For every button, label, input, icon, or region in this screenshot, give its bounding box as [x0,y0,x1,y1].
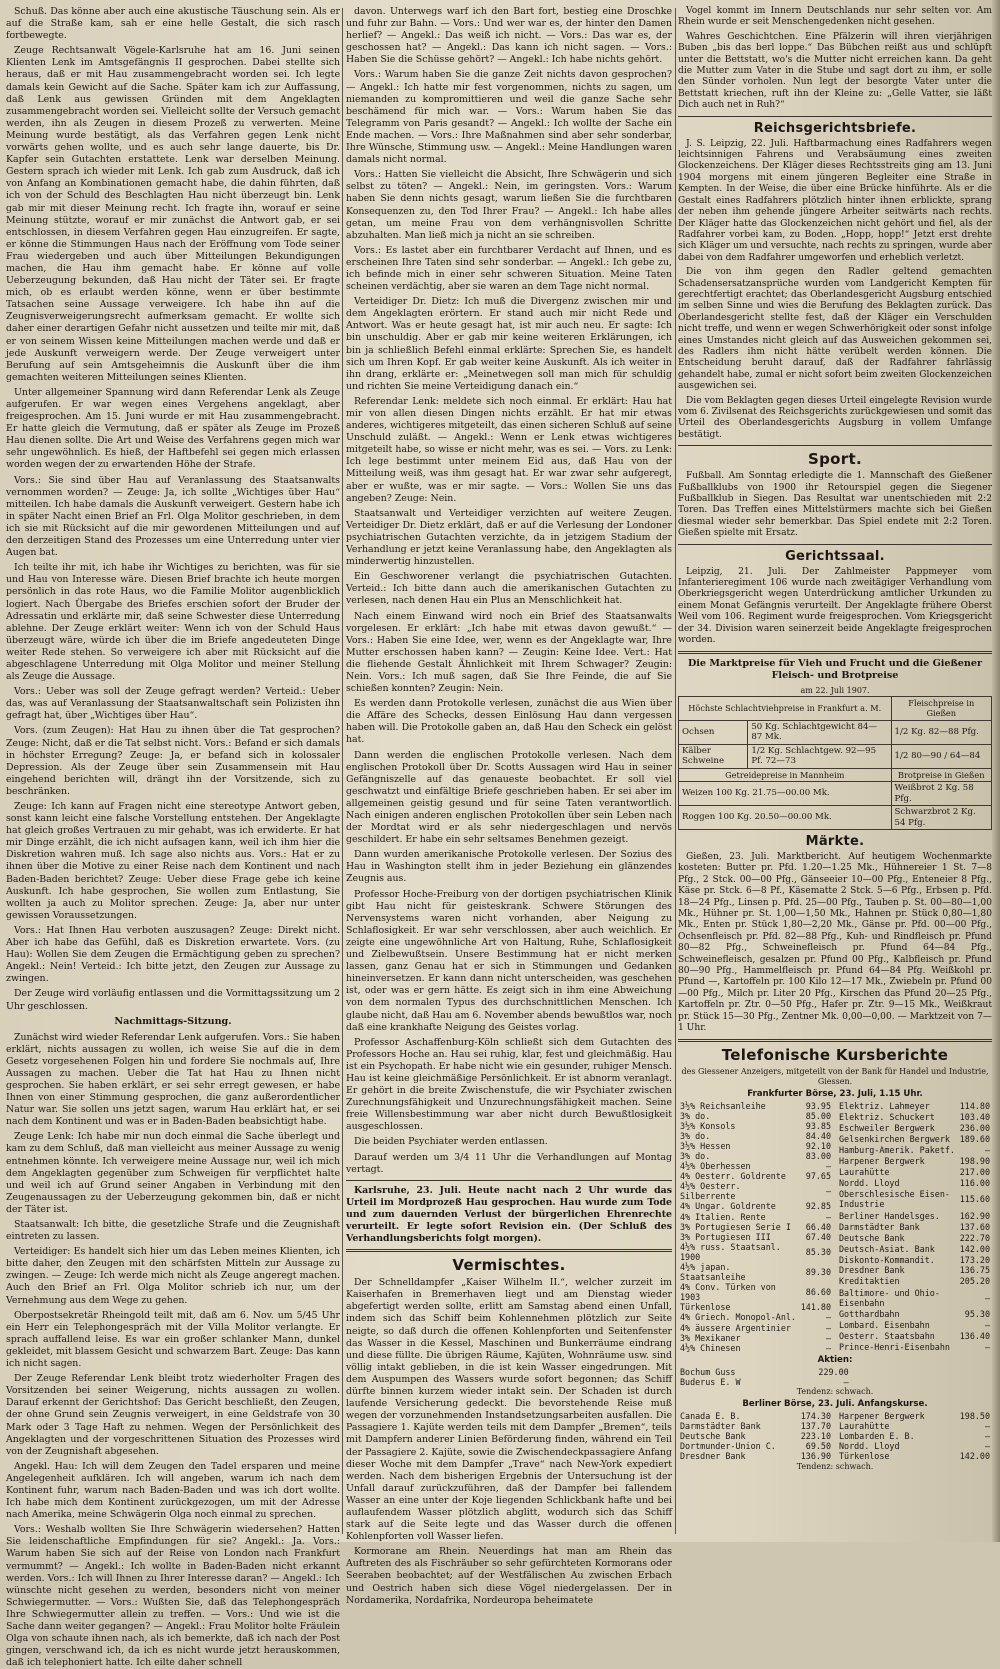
quote-row [678,1431,833,1441]
market-price-table [678,696,992,831]
quote-value: 84.40 [805,1130,831,1141]
paragraph: Der Schnelldampfer „Kaiser Wilhelm II.“, welcher zurzeit im Kaiserhafen in Bremerhaven liegt und am Dienstag wieder abgefertigt werden sollte, erlitt am Samstag abend einen Unfall, indem sich das Schiff beim Kohlennehmen plötzlich zur Seite neigte, so daß durch die offenen Kohlenpforten und Seitenfenster das Wasser in die Kessel, Maschinen und Bunkerräume eindrang und diese füllte. Die übrigen Räume, Kajüten, Wohnräume usw. sind völlig intakt geblieben, in die ist kein Wasser eingedrungen. Mit dem Auspumpen des Wassers wurde sofort begonnen; das Schiff dürfte binnen kurzem wieder intakt sein. Der Schaden ist durch laufende Versicherung gedeckt. Die bevorstehende Reise muß wegen der vorzunehmenden Instandsetzungsarbeiten ausfallen. Die Passagiere 1. Kajüte werden teils mit dem Dampfer „Bremen“, teils mit Dampfern anderer Linien Beförderung finden, während ein Teil der Passagiere 2. Kajüte, sowie die Zwischendeckpassagiere Anfang dieser Woche mit dem Dampfer „Trave“ nach New-York expediert werden. Nach dem bisherigen Ergebnis der Untersuchung ist der Unfall darauf zurückzuführen, daß der Dampfer bei fallendem Wasser an eine unter der Koje liegenden Schlickbank hafte und bei auflaufendem Wasser plötzlich abglitt, wodurch sich das Schiff stark auf die Seite legte und das Wasser durch die offenen Kohlenpforten voll Wasser liefen. [346,1277,672,1543]
paragraph: Vors. (zum Zeugen): Hat Hau zu ihnen über die Tat gesprochen? Zeuge: Nicht, daß er die Tat selbst nicht. Vors.: Befand er sich damals in höchster Erregung? Zeuge: Ja, er befand sich in kolossaler Depression. Als der Zeuge über sein Zusammensein mit Hau eingehend berichten will, drängt ihn der Vorsitzende, sich zu beschränken. [6,725,340,797]
quote-row [678,1441,833,1451]
quote-value: 173.20 [959,1254,990,1265]
paragraph: davon. Unterwegs warf ich den Bart fort, bestieg eine Droschke und fuhr zur Bahn. — Vors.: Und wer war es, der hinter den Damen herlief? — Angekl.: Das weiß ich nicht. — Vors.: Das war es, der geschossen hat? — Angekl.: Das kann ich nicht sagen. — Vors.: Haben Sie die Schüsse gehört? — Angekl.: Ich habe nichts gehört. [346,6,672,66]
quote-name: 4½% Oberhessen [680,1161,751,1172]
quote-row [837,1421,992,1431]
quote-row [678,1201,833,1211]
quote-name: Baltimore- und Ohio-Eisenbahn [839,1287,940,1308]
quote-row [837,1210,992,1221]
quote-row [678,1343,833,1353]
quote-row [837,1188,992,1210]
frankfurt-heading: Frankfurter Börse, 23. Juli, 1.15 Uhr. [747,1088,923,1099]
quote-value: 223.10 [800,1431,831,1442]
paragraph: Vogel kommt im Innern Deutschlands nur sehr selten vor. Am Rhein wurde er seit Menschengedenken nicht gesehen. [678,6,992,28]
quote-name: Bochum Guss [680,1366,736,1377]
quote-value: 83.00 [805,1150,831,1161]
quote-row [837,1331,992,1342]
quote-name: 4% äussere Argentinier [680,1322,791,1333]
quote-name: 3½% Konsols [680,1120,736,1131]
quote-row [678,1131,833,1141]
table-header: Höchste Schlachtviehpreise in Frankfurt a. M. [679,696,892,720]
quote-value: 92.10 [805,1140,831,1151]
quote-row [678,1111,833,1121]
quote-name: 4½% Chinesen [680,1342,741,1353]
quote-name: Lombarden E. B. [839,1431,915,1442]
quote-name: Lombard. Eisenbahn [839,1320,930,1331]
table-cell: 1/2 Kg. 82—88 Pfg. [891,720,991,744]
quote-row [678,1421,833,1431]
quote-value: 103.40 [959,1111,990,1122]
quote-row [678,1411,833,1421]
paragraph: Schuß. Das könne aber auch eine akustische Täuschung sein. Als er auf die Straße kam, sah er eine helle Gestalt, die sich rasch fortbewegte. [6,6,340,42]
paragraph: Dann wurden amerikanische Protokolle verlesen. Der Sozius des Hau in Washington stellt ihm in jeder Beziehung ein glänzendes Zeugnis aus. [346,849,672,885]
quote-value: 86.60 [805,1287,831,1298]
quote-value: — [825,1161,831,1172]
table-cell: Ochsen [679,720,748,744]
quote-value: 85.30 [805,1246,831,1257]
aktien-heading: Aktien: [817,1354,853,1365]
paragraph: Staatsanwalt: Ich bitte, die gesetzliche Strafe und die Zeugnishaft eintreten zu lassen. [6,1219,340,1243]
quote-value: 114.80 [959,1100,990,1111]
quote-row [837,1265,992,1276]
tendency-note: Tendenz: schwach. [796,1461,874,1471]
berlin-table-left [678,1411,833,1461]
section-heading-gerichtssaal: Gerichtssaal. [785,548,885,564]
quote-row [837,1342,992,1353]
quote-value: 142.00 [959,1451,990,1462]
paragraph: Verteidiger Dr. Dietz: Ich muß die Divergenz zwischen mir und dem Angeklagten erörtern. Er stand auch mir nicht Rede und Antwort. Was er heute gesagt hat, ist mir auch neu. Er sagte: Ich bin unschuldig. Aber er gab mir keine weiteren Erklärungen, ich bin ja schließlich Befehl einmal erklärte: Sprechen Sie, es handelt sich um Ihren Kopf. Er gab weiter keine Auskunft. Als ich weiter in ihn drang, erklärte er: „Meinetwegen soll man mich für schuldig und richten Sie meine Verteidigung danach ein.“ [346,296,672,392]
quote-row [837,1431,992,1441]
quote-value: 97.65 [805,1171,831,1182]
paragraph: Zeuge: Ich kann auf Fragen nicht eine stereotype Antwort geben, sonst kann leicht eine falsche Vorstellung entstehen. Der Angeklagte hat gleich großes Vertrauen zu mir gehabt, was ich erwiderte. Er hat mir Dinge erzählt, die ich nicht aufsagen kann, weil ich ihm hier die Diskretion wahren muß. Ich sage also nichts aus. Vors.: Hat er zu ihnen über die Motive zu einer Reise nach dem Kontinent und nach Baden-Baden berichtet? Zeuge: Ueber diese Frage gebe ich keine Auskunft. Ich habe gesprochen, Sie wollen zum Entlastung, Sie wollten ja auch zu Molitor sprechen. Zeuge: Ja, aber nur unter gewissen Voraussetzungen. [6,801,340,921]
divider [346,1180,672,1181]
quote-name: Gotthardbahn [839,1309,900,1320]
section-heading-reichsgericht: Reichsgerichtsbriefe. [753,120,917,136]
quote-name: 4% Griech. Monopol-Anl. [680,1312,796,1323]
paragraph: Zeuge Rechtsanwalt Vögele-Karlsruhe hat am 16. Juni seinen Klienten Lenk im Amtsgefängnis II gesprochen. Dabei stellte sich heraus, daß er mit Hau zusammengebracht worden sei. Ich legte damals kein Gewicht auf die Sache. Später kam ich zur Auffassung, daß Lenk aus gewissen Gründen mit dem Angeklagten zusammengebracht worden sei. Vielleicht sollte der Versuch gemacht werden, ihn als Zeugen in diesem Prozeß zu verwerten. Meine Meinung wurde bestätigt, als das Verfahren gegen Lenk nicht vorwärts gehen wollte, und es auch sehr lange dauerte, bis Dr. Kapfer sein Gutachten erstattete. Lenk war derselben Meinung. Gestern sprach ich wieder mit Lenk. Ich gab zum Ausdruck, daß ich von Anfang an Kombinationen gemacht habe, die dahin führten, daß ich von der Schuld des Beschlagten Hau nicht überzeugt bin. Lenk gab mir mit dieser Meinung recht. Ich fragte ihn, worauf er seine Meinung stützte, worauf er mir zunächst die Antwort gab, er sei entschlossen, in diesem Verfahren gegen Hau einzugreifen. Er sagte, er könne die Stimmungen Haus nach der Eröffnung vom Tode seiner Frau wiedergeben und auch über Mitteilungen Bekundigungen machen, die Hau ihm gemacht habe. Er könne auf volle Ueberzeugung bekunden, daß Hau nicht der Täter sei. Er fragte mich, ob es erlaubt werden könne, wenn er über bestimmte Tatsachen seine Aussage verweigere. Ich habe ihn auf die Zeugnisverweigerungsrecht aufmerksam gemacht. Er wollte sich daher einer derartigen Gefahr nicht aussetzen und teilte mir mit, daß er von seinem Wissen keine Mitteilungen machen werde und daß er jede Auskunft verweigern werde. Der Zeuge verweigert unter Berufung auf sein Amtsgeheimnis die Auskunft über die ihm gemachten weiteren Mitteilungen seines Klienten. [6,45,340,383]
quote-name: Türkenlose [680,1302,731,1313]
quote-name: Harpener Bergwerk [839,1411,925,1422]
paragraph: Gießen, 23. Juli. Marktbericht. Auf heutigem Wochenmarkte kosteten: Butter pr. Pfd. 1.20—1.25 Mk., Hühnereier 1 St. 7—8 Pfg., 2 Stck. 00—00 Pfg., Gänseeier 10—00 Pfg., Enteneier 8 Pfg., Käse pr. Stck. 6—8 Pf., Käsematte 2 Stck. 5—6 Pfg., Erbsen p. Pfd. 18—24 Pfg., Linsen p. Pfd. 25—00 Pfg., Tauben p. St. 00—80—1,00 Mk., Hühner pr. St. 1,00—1,50 Mk., Hahnen pr. Stück 0,80—1,80 Mk., Enten pr. Stück 1,80—2,20 Mk., Gänse pr. Pfd. 00—00 Pfg., Ochsenfleisch pr. Pfd. 82—88 Pfg., Kuh- und Rindfleisch pr. Pfund 80—82 Pfg., Schweinefleisch pr. Pfund 64—84 Pfg., Schweinefleisch, gesalzen pr. Pfund 00 Pfg., Kalbfleisch pr. Pfund 80—90 Pfg., Hammelfleisch pr. Pfund 64—84 Pfg. Weißkohl pr. Pfund —, Kartoffeln pr. 100 Kilo 12—17 Mk., Zwiebeln pr. Pfund 00—00 Pfg., Milch pr. Liter 20 Pfg., Kirschen das Pfund 20—25 Pfg., Kartoffeln pr. Ztr. 0—50 Pfg., Hafer pr. Ztr. 9—15 Mk., Weißkraut pr. Stück 15—30 Pfg., Zentner Mk. 0,00—0,00. — Marktzeit von 7—1 Uhr. [678,852,992,1034]
quote-value: 93.85 [805,1120,831,1131]
divider [678,1039,992,1042]
quote-value: — [825,1312,831,1323]
quote-value: 217.00 [959,1166,990,1177]
quote-name: Darmstädter Bank [680,1421,761,1432]
table-row [679,782,992,806]
quote-row [678,1141,833,1151]
quote-name: Canada E. B. [680,1411,741,1422]
quote-row [678,1121,833,1131]
quote-name: Hamburg-Amerik. Paketf. [839,1144,955,1155]
quote-name: Eschweiler Bergwerk [839,1122,935,1133]
quote-name: Laurahütte [839,1166,890,1177]
paragraph: Der Zeuge Referendar Lenk bleibt trotz wiederholter Fragen des Vorsitzenden bei seiner Weigerung, nichts aussagen zu wollen. Darauf erkennt der Gerichtshof: Das Gericht beschließt, den Zeugen, der ohne Grund sein Zeugnis verweigert, in eine Geldstrafe von 30 Mark oder 3 Tage Haft zu nehmen. Wegen der Persönlichkeit des Angeklagten und der vorgeschrittenen Situation des Prozesses wird von der Zeugnishaft abgesehen. [6,1373,340,1457]
column-1 [6,6,340,1669]
quote-value: — [984,1431,990,1442]
quote-name: 3% do. [680,1110,711,1121]
quote-row [837,1309,992,1320]
table-row [679,806,992,830]
quote-row [837,1133,992,1144]
paragraph: Die vom Beklagten gegen dieses Urteil eingelegte Revision wurde vom 6. Zivilsenat des Reichsgerichts zurückgewiesen und somit das Urteil des Oberlandesgerichts Augsburg in vollem Umfange bestätigt. [678,395,992,440]
section-subheading: Nachmittags-Sitzung. [114,1015,232,1027]
paragraph: Staatsanwalt und Verteidiger verzichten auf weitere Zeugen. Verteidiger Dr. Dietz erklärt, daß er auf die Verlesung der Londoner psychiatrischen Gutachten verzichte, da in jetzigem Stadium der Verhandlung er jetzt keine Veranlassung habe, den Angeklagten als minderwertig hinzustellen. [346,507,672,568]
paragraph: Vors.: Ueber was soll der Zeuge gefragt werden? Verteid.: Ueber das, was auf Veranlassung der Staatsanwaltschaft sein Polizisten ihn gefragt hat, über „Wichtiges über Hau“. [6,686,340,722]
quote-value: — [825,1211,831,1222]
quote-name: Elektriz. Lahmeyer [839,1100,930,1111]
news-bulletin: Karlsruhe, 23. Juli. Heute nacht nach 2 Uhr wurde das Urteil im Mordprozeß Hau gesprochen. Hau wurde zum Tode und zum dauernden Verlust der bürgerlichen Ehrenrechte verurteilt. Er legte sofort Revision ein. (Der Schluß des Verhandlungsberichts folgt morgen). [346,1184,672,1245]
quote-value: 67.40 [805,1231,831,1242]
quote-value: 92.85 [805,1201,831,1212]
divider [678,445,992,446]
quote-row [678,1101,833,1111]
paragraph: Oberpostsekretär Rheingold teilt mit, daß am 6. Nov. um 5/45 Uhr ein Herr ein Telephongespräch mit der Villa Molitor verlangte. Er sprach auffallend leise. Es war ein großer schlanker Mann, dunkel gekleidet, mit blassem Gesicht und schwarzem Bart. Zeuge: Das kann ich nicht sagen. [6,1309,340,1370]
quotes-table-left [678,1101,833,1353]
quote-name: Dresdner Bank [680,1451,746,1462]
quote-name: Darmstädter Bank [839,1221,920,1232]
paragraph: Professor Aschaffenburg-Köln schließt sich dem Gutachten des Professors Hoche an. Hau sei ruhig, klar, fest und gleichmäßig. Hau ist ein Psychopath. Er habe nicht wie ein gesunder, ruhiger Mensch. Hau ist keine gleichmäßige Persönlichkeit. Er ist abnorm veranlagt. Er gehört in die breite Zwischenstufe, die wir Psychiater zwischen Zurechnungsfähigkeit und Unzurechnungsfähigkeit machen. Seine freie Willensbestimmung war aber nicht durch Bewußtlosigkeit ausgeschlossen. [346,1036,672,1133]
quote-value: — [984,1421,990,1432]
quote-value: 93.95 [805,1100,831,1111]
quote-row [678,1151,833,1161]
quote-value: 116.00 [959,1177,990,1188]
quote-row [837,1320,992,1331]
paragraph: Ein Geschworener verlangt die psychiatrischen Gutachten. Verteid.: Ich bitte dann auch die amerikanischen Gutachten zu verlesen, nach denen Hau ein Plus an Menschlichkeit hat. [346,571,672,607]
quote-name: Nordd. Lloyd [839,1177,900,1188]
paragraph: Unter allgemeiner Spannung wird dann Referendar Lenk als Zeuge aufgerufen. Er war wegen eines Vergehens angeklagt, aber freigesprochen. Am 15. Juni wurde er mit Hau zusammengebracht. Er hatte gleich die Vermutung, daß er später als Zeuge im Prozeß Hau dienen sollte. Die Art und Weise des Verfahrens gegen mich war sehr ungewöhnlich. Es hieß, der Haftbefehl sei gegen mich erlassen worden wegen der zu erwartenden Höhe der Strafe. [6,386,340,471]
berlin-table-right [837,1411,992,1461]
paragraph: Ich teilte ihr mit, ich habe ihr Wichtiges zu berichten, was für sie und Hau von Interesse wäre. Diesen Brief brachte ich heute morgen persönlich in das rote Haus, wo die Familie Molitor augenblicklich logiert. Nach Übergabe des Briefes erschien sofort der Bruder der Adressatin und erklärte mir, daß seine Schwester diese Unterredung ablehne. Der Zeuge erklärt weiter: Wenn ich von der Schuld Haus überzeugt wäre, würde ich über die im Briefe angedeuteten Dinge weiter Rede stehen. So verweigere ich aber mit Rücksicht auf die abgeschlagene Unterredung mit Olga Molitor und meiner Stellung als Zeuge die Aussage. [6,562,340,683]
quote-row [837,1451,992,1461]
paragraph: Darauf werden um 3/4 11 Uhr die Verhandlungen auf Montag vertagt. [346,1151,672,1175]
quote-value: 222.70 [959,1232,990,1243]
quote-row [678,1262,833,1282]
column-3 [678,6,992,1536]
quote-row [837,1155,992,1166]
quote-name: 3% do. [680,1130,711,1141]
quote-name: Deutsch-Asiat. Bank [839,1243,935,1254]
quote-value: 136.75 [959,1265,990,1276]
quote-value: 229.00 [818,1366,849,1377]
table-row [679,696,992,720]
column-2 [346,6,672,1606]
quote-name: 4½% Oesterr. Silberrente [680,1181,741,1202]
quote-row [678,1367,851,1377]
table-cell: 1/2 Kg. Schlachtgew. 92—95 Pf. 72—73 [748,744,891,768]
quote-value: 198.90 [959,1155,990,1166]
paragraph: Verteidiger: Es handelt sich hier um das Leben meines Klienten, ich bitte daher, den Zeugen mit den schärfsten Mitteln zur Aussage zu zwingen. — Zeuge: Ich werde mich nicht als Zeuge angeregt machen. Auch den Brief an Frl. Olga Molitor schrieb ich nur, um der Vernehmung aus dem Wege zu gehen. [6,1246,340,1306]
quote-value: — [825,1322,831,1333]
quote-name: 4½% russ. Staatsanl. 1900 [680,1241,781,1262]
quote-name: 3½% Reichsanleihe [680,1100,766,1111]
quote-name: 3½% Hessen [680,1140,731,1151]
divider [678,116,992,117]
quote-value: 95.30 [964,1309,990,1320]
table-cell: Roggen 100 Kg. 20.50—00.00 Mk. [679,806,892,830]
column-rule [342,8,343,1534]
divider [346,1249,672,1252]
quote-row [837,1111,992,1122]
quote-value: 136.40 [959,1331,990,1342]
quote-row [678,1222,833,1232]
quote-row [837,1144,992,1155]
quote-value: — [984,1441,990,1452]
quote-value: — [984,1342,990,1353]
paragraph: Wahres Geschichtchen. Eine Pfälzerin will ihren vierjährigen Buben „bis das berl loppe.“ Das Bübchen reißt aus und schlüpft unter die Bettstatt, wo's die Mutter nicht erreichen kann. Da geht die Mutter zum Vater in die Stube und sagt dort zu ihm, er solle den Sünder vorholen. Nun legt der besorgte Vater unter die Bettstatt kriechen, ruft ihn der Kleine zu: „Gelle Vatter, sie läßt Dich auch net in Ruh?“ [678,31,992,111]
quote-name: 4% Conv. Türken von 1903 [680,1282,776,1303]
quote-name: Kreditaktien [839,1276,900,1287]
quote-value: 89.30 [805,1267,831,1278]
section-heading-maerkte: Märkte. [805,834,865,849]
quote-name: Elektriz. Schuckert [839,1111,935,1122]
quote-name: 3% Mexikaner [680,1332,741,1343]
table-cell: 50 Kg. Schlachtgewicht 84—87 Mk. [748,720,891,744]
section-heading-kursberichte: Telefonische Kursberichte [721,1045,949,1064]
tendency-note: Tendenz: schwach. [796,1387,874,1397]
column-rule [675,8,676,1534]
quote-row [678,1302,833,1312]
section-heading-vermischtes: Vermischtes. [452,1256,566,1275]
quote-row [837,1166,992,1177]
quote-row [678,1232,833,1242]
paragraph: Die beiden Psychiater werden entlassen. [354,1136,548,1148]
quote-value: — [825,1332,831,1343]
quote-row [678,1171,833,1181]
table-cell: Weizen 100 Kg. 21.75—00.00 Mk. [679,782,892,806]
quote-name: Harpener Bergwerk [839,1155,925,1166]
paragraph: Angekl. Hau: Ich will dem Zeugen den Tadel ersparen und meine Angelegenheit aufklären. Ich will angeben, warum ich nach dem Kontinent fuhr, warum nach Baden-Baden und was ich dort wollte. Ich habe mich dem Kontinent zurückgezogen, um mit der Adresse nach Amerika, meine Schwägerin Olga noch einmal zu sprechen. [6,1460,340,1521]
table-header: Getreidepreise in Mannheim [679,768,892,782]
paragraph: J. S. Leipzig, 22. Juli. Haftbarmachung eines Radfahrers wegen leichtsinnigen Fahrens und Verabsäumung eines zweiten Glockenzeichens. Der Kläger dieses Rechtsstreits ging am 13. Juni 1904 morgens mit einem jüngeren Begleiter eine Straße in Kempten. In der Weise, die über eine Brücke hinführte. Als er die Gestalt eines Radfahrers plötzlich hinter ihnen erblickte, sprang der neben ihm gehende jüngere Arbeiter seitwärts nach rechts. Der Kläger hatte das Glockenzeichen nicht gehört und fiel, als der Radfahrer vorbei kam, zu Boden. „Hopp, hopp!“ Jetzt erst drehte sich Kläger um und versuchte, nach rechts zu springen, wurde aber dabei von dem Radfahrer umgeworfen und erheblich verletzt. [678,138,992,263]
paragraph: Vors.: Warum haben Sie die ganze Zeit nichts davon gesprochen? — Angekl.: Ich hatte mir fest vorgenommen, nichts zu sagen, um niemanden zu kompromittieren und weil die ganze Sache sehr beschämend für mich war. — Vors.: Warum haben Sie das Telegramm von Paris gesandt? — Angekl.: Ich wollte der Sache ein Ende machen. — Vors.: Ihre Maßnahmen sind aber sehr sonderbar, Ihre Wünsche, Stimmung usw. — Angekl.: Meine Handlungen waren damals nicht normal. [346,69,672,166]
quote-value: 136.90 [800,1451,831,1462]
quote-row [678,1451,833,1461]
paragraph: Nach einem Einwand wird noch ein Brief des Staatsanwalts vorgelesen. Er erklärt: „Ich habe mit etwas davon gewußt.“ — Vors.: Haben Sie eine Idee, wer, wenn es der Angeklagte war, Ihre Mutter erschossen haben kann? — Zeugin: Keine Idee. Vert.: Hat die fliehende Gestalt Ähnlichkeit mit Ihrem Schwager? Zeugin: Nein. Vors.: Ich muß sagen, daß Sie Ihre Feinde, die auf Sie schießen konnten? Zeugin: Nein. [346,610,672,695]
table-row [679,768,992,782]
berlin-quotes [678,1411,992,1461]
paragraph: Referendar Lenk: meldete sich noch einmal. Er erklärt: Hau hat mir von allen diesen Dingen nichts erzählt. Er hat mir etwas anderes, wichtigeres mitgeteilt, das einen sicheren Schluß auf seine Unschuld zuläßt. — Angekl.: Wenn er Lenk etwas wichtigeres mitgeteilt habe, so wisse er nicht mehr, was es sei. — Vors. zu Lenk: Ich lege bestimmt unter meinem Eid aus, daß Hau von der Mitteilung weiß, was ihm gesagt hat. Er war zwar sehr aufgeregt, aber er wußte, was er mir sagte. — Vors.: Wollen Sie uns das angeben? Zeuge: Nein. [346,395,672,504]
kursberichte-subtitle: des Giessener Anzeigers, mitgeteilt von der Bank für Handel und Industrie, Giessen. [681,1066,989,1086]
quote-row [678,1377,851,1387]
quote-name: Diskonto-Kommandit. [839,1254,935,1265]
quote-row [837,1177,992,1188]
market-table-date: am 22. Juli 1907. [800,685,870,695]
quote-value: 189.60 [959,1133,990,1144]
quote-name: 3% Portugiesen Serie I [680,1221,791,1232]
quote-value: 66.40 [805,1221,831,1232]
quote-name: 3% Portugiesen III [680,1231,771,1242]
quote-value: — [825,1186,831,1197]
table-row [679,744,992,768]
paragraph: Vors.: Sie sind über Hau auf Veranlassung des Staatsanwalts vernommen worden? — Zeuge: Ja, ich sollte „Wichtiges über Hau“ mitteilen. Ich habe damals die Auskunft verweigert. Gestern habe ich in später Nacht einen Brief an Frl. Olga Molitor geschrieben, in dem ich sie mit Rücksicht auf die mir gewordenen Mitteilungen und auf den derzeitigen Stand des Prozesses um eine Unterredung unter vier Augen bat. [6,474,340,559]
paragraph: Vors.: Hatten Sie vielleicht die Absicht, Ihre Schwägerin und sich selbst zu töten? — Angekl.: Nein, im geringsten. Vors.: Warum haben Sie denn nichts gesagt, warum ließen Sie die furchtbaren Konsequenzen zu, den Tod Ihrer Frau? — Angekl.: Ich habe alles getan, um meine Frau von dem verhängnisvollen Schritte abzuhalten. Man ließ mich ja nicht an sie schreiben. [346,169,672,241]
quote-row [837,1276,992,1287]
quote-row [678,1312,833,1322]
quote-name: Nordd. Lloyd [839,1441,900,1452]
quote-name: Türkenlose [839,1451,890,1462]
paragraph: Kormorane am Rhein. Neuerdings hat man am Rhein das Auftreten des als Fischräuber so sehr gefürchteten Kormorans oder Seeraben beobachtet; auf der Westfälischen Au zwischen Erbach und Oestrich haben sich diese Vögel niedergelassen. Der in Nordamerika, Nordafrika, Nordeuropa beheimatete [346,1546,672,1606]
quote-row [837,1254,992,1265]
paragraph: Vors.: Hat Ihnen Hau verboten auszusagen? Zeuge: Direkt nicht. Aber ich habe das Gefühl, daß es Diskretion erwartete. Vors. (zu Hau): Wollen Sie dem Zeugen die Ermächtigung geben zu sprechen? Angekl.: Nein! Verteid.: Ich bitte jetzt, den Zeugen zur Aussage zu zwingen. [6,924,340,985]
quote-value: 141.80 [800,1302,831,1313]
quote-name: Dresdner Bank [839,1265,905,1276]
paragraph: Professor Hoche-Freiburg von der dortigen psychiatrischen Klinik gibt Hau nicht für geisteskrank. Schwere Störungen des Nervensystems waren nicht vorhanden, aber Neigung zu Schlaflosigkeit. Er war sehr verschlossen, aber auch weichlich. Er zeigte eine ungewöhnliche Art von Haltung, Ruhe, Schlaflosigkeit und Zielbewußtsein. Unsere Bestimmung hat er nicht merken lassen, ganz Genau hat er sich in Stimmungen und Gedanken hineinversetzen. Er kann dann nicht unterscheiden, was geschehen ist, oder was er gern hätte. Es zeigt sich in ihm eine Abweichung von dem normalen Typus des durchschnittlichen Menschen. Ich glaube nicht, daß Hau am 6. November abends bewußtlos war, noch daß eine krankhafte Neigung des Geistes vorlag. [346,888,672,1033]
paragraph: Dann werden die englischen Protokolle verlesen. Nach dem englischen Protokoll über Dr. Scotts Aussagen wird Hau in seiner Gefängniszelle auf das genaueste beobachtet. Er soll viel geschwatzt und einfältige Briefe geschrieben haben. Er sei aber im allgemeinen geistig gesund und für seine Taten verantwortlich. Nach einigen anderen englischen Protokollen über sein Leben nach der Mordtat wird er als sehr niedergeschlagen und nervös geschildert. Er habe ein sehr seltsames Benehmen gezeigt. [346,749,672,846]
quote-value: 115.60 [959,1194,990,1205]
table-cell: Schwarzbrot 2 Kg. 54 Pfg. [891,806,991,830]
quote-name: 4% Ungar. Goldrente [680,1201,776,1212]
quote-value: 162.90 [959,1210,990,1221]
quote-name: Oesterr. Staatsbahn [839,1331,935,1342]
table-header: Fleischpreise in Gießen [891,696,991,720]
quote-name: 4½% japan. Staatsanleihe [680,1262,746,1283]
frankfurt-quotes [678,1101,992,1353]
quote-row [678,1161,833,1171]
quotes-table-right [837,1101,992,1353]
quote-name: 4% Italien. Rente [680,1211,766,1222]
quote-name: Deutsche Bank [680,1431,746,1442]
quote-value: — [843,1376,849,1387]
quote-value: 205.20 [959,1276,990,1287]
quote-value: 85.00 [805,1110,831,1121]
quote-row [837,1287,992,1309]
paragraph: Es werden dann Protokolle verlesen, zunächst die aus Wien über die Affäre des Schecks, dessen Einlösung Hau dann vergessen haben will. Die Protokolle gaben an, daß Hau den Scheck ein gelöst hat. [346,698,672,746]
paragraph: Fußball. Am Sonntag erledigte die 1. Mannschaft des Gießener Fußballklubs von 1900 ihr Retourspiel gegen die Siegener Fußballklub in Siegen. Das Resultat war unentschieden mit 2:2 Toren. Das Treffen eines Mittelstürmers machte sich bei Gießen diesmal wieder sehr bemerkbar. Das Spiel endete mit 2:2 Toren. Gießen spielte mit Ersatz. [678,471,992,539]
quote-row [837,1122,992,1133]
paragraph: Leipzig, 21. Juli. Der Zahlmeister Pappmeyer vom Infanterieregiment 106 wurde nach zweitägiger Verhandlung vom Oberkriegsgericht wegen Unterdrückung amtlicher Urkunden zu einem Monat Gefängnis verurteilt. Der Angeklagte frühere Oberst Weil vom 106. Regiment wurde freigesprochen. Vom Kriegsgericht der 34. Division waren seinerzeit beide Angeklagte freigesprochen worden. [678,566,992,646]
quote-row [837,1411,992,1421]
quote-row [837,1101,992,1112]
table-cell: Weißbrot 2 Kg. 58 Pfg. [891,782,991,806]
table-header: Brotpreise in Gießen [891,768,991,782]
quote-row [837,1441,992,1451]
quote-value: 69.50 [805,1441,831,1452]
paragraph: Zunächst wird wieder Referendar Lenk aufgerufen. Vors.: Sie haben erklärt, nichts aussagen zu wollen, ich weise Sie auf die in dem Gesetz vorgesehenen Folgen hin und fordere Sie nochmals auf, Ihre Aussagen zu machen. Ueber die Tat hat Hau zu Ihnen nicht gesprochen. Sie haben erklärt, er sei sehr erregt gewesen, er habe Ihnen von einer Stimmung gesprochen, die ganz außerordentlicher Natur war. Sie sollen uns jetzt sagen, warum Hau erklärt hat, er sei nach dem Kontinent und was er in Baden-Baden beabsichtigt habe. [6,1031,340,1128]
quote-value: 142.00 [959,1243,990,1254]
quote-row [678,1333,833,1343]
quote-row [678,1181,833,1201]
quote-row [678,1282,833,1302]
quote-value: — [984,1320,990,1331]
berlin-heading: Berliner Börse, 23. Juli. Anfangskurse. [742,1399,928,1410]
quote-name: Dortmunder-Union C. [680,1441,776,1452]
quote-value: 137.60 [959,1221,990,1232]
quote-row [837,1243,992,1254]
quote-name: Prince-Henri-Eisenbahn [839,1342,950,1353]
quote-name: 3% do. [680,1150,711,1161]
divider [678,651,992,654]
quote-row [678,1323,833,1333]
quote-name: Oberschlesische Eisen-Industrie [839,1189,950,1210]
quote-value: — [984,1144,990,1155]
quote-name: Deutsche Bank [839,1232,905,1243]
aktien-table [678,1367,851,1387]
paragraph: Vors.: Weshalb wollten Sie Ihre Schwägerin wiedersehen? Hatten Sie leidenschaftliche Empfindungen für sie? Angekl.: Ja. Vors.: Warum haben Sie sich auf der Reise von London nach Frankfurt vermummt? — Angekl.: Ich wollte in Baden-Baden nicht erkannt werden. Vors.: Ich will Ihnen zu Ihrer Interesse daran? — Angekl.: Ich wünschte nicht gesehen zu werden, besonders nicht von meiner Schwiegermutter. — Vors.: Wußten Sie, daß das Telephongespräch Ihre Schwiegermutter allein zu treffen. — Vors.: Und wie ist die Sache dann weiter gegangen? — Angekl.: Frau Molitor holte Fräulein Olga von schaute ihnen nach, als ich bemerkte, daß ich nach der Post gingen, verschwand ich, da ich es nicht wurde jetzt herauskommen, daß ich telephoniert hatte. Ich eilte daher schnell [6,1524,340,1669]
page-edge [992,0,1000,1542]
quote-row [678,1242,833,1262]
table-cell: Kälber Schweine [679,744,748,768]
divider [678,544,992,545]
quote-value: 236.00 [959,1122,990,1133]
quote-name: Berliner Handelsges. [839,1210,940,1221]
quote-row [678,1212,833,1222]
paragraph: Die von ihm gegen den Radler geltend gemachten Schadensersatzansprüche wurden vom Landgericht Kempten für gerechtfertigt erachtet; das Oberlandesgericht Augsburg entschied im selben Sinne und wies die Berufung des Beklagten zurück. Das Oberlandesgericht stellte fest, daß der Kläger ein Verschulden nicht treffe, und wenn er wegen Schwerhörigkeit oder sonst infolge eines Umstandes nicht gleich auf das Ausweichen gekommen sei, des Radlers ihm nicht hätte verübelt werden können. Die Entscheidung beruht darauf, daß der Radfahrer fahrlässig gehandelt habe, zumal er nicht sofort beim zweiten Glockenzeichen ausgewichen sei. [678,267,992,392]
paragraph: Der Zeuge wird vorläufig entlassen und die Vormittagssitzung um 2 Uhr geschlossen. [6,988,340,1012]
market-table-title: Die Marktpreise für Vieh und Frucht und die Gießener Fleisch- und Brotpreise [687,657,983,681]
quote-name: 4% Oesterr. Goldrente [680,1171,786,1182]
table-cell: 1/2 80—90 / 64—84 [891,744,991,768]
table-row [679,720,992,744]
quote-value: 137.70 [800,1421,831,1432]
quote-name: Laurahütte [839,1421,890,1432]
section-heading-sport: Sport. [808,450,862,469]
quote-name: Buderus E. W [680,1376,741,1387]
quote-row [837,1221,992,1232]
quote-value: 198.50 [959,1411,990,1422]
quote-row [837,1232,992,1243]
quote-value: 174.30 [800,1411,831,1422]
paragraph: Vors.: Es lastet aber ein furchtbarer Verdacht auf Ihnen, und es erscheinen Ihre Taten sind sehr sonderbar. — Angekl.: Ich gebe zu, ich befinde mich in einer sehr schweren Situation. Meine Taten scheinen verdächtig, aber sie waren an dem Tage nicht normal. [346,244,672,293]
quote-name: Gelsenkirchen Bergwerk [839,1133,950,1144]
quote-value: — [984,1292,990,1303]
quote-value: — [825,1342,831,1353]
paragraph: Zeuge Lenk: Ich habe mir nun doch einmal die Sache überlegt und kam zu dem Schluß, daß man vielleicht aus meiner Aussage zu wenig entnehmen könnte. Ich verweigere meine Aussage nur, weil ich mich dem Angeklagten gegenüber zum Schweigen für verpflichtet halte und weil ich auf Grund seiner Angaben in Verbindung mit den Zeugenaussagen zu der Ueberzeugung gekommen bin, daß er nicht der Täter ist. [6,1131,340,1215]
